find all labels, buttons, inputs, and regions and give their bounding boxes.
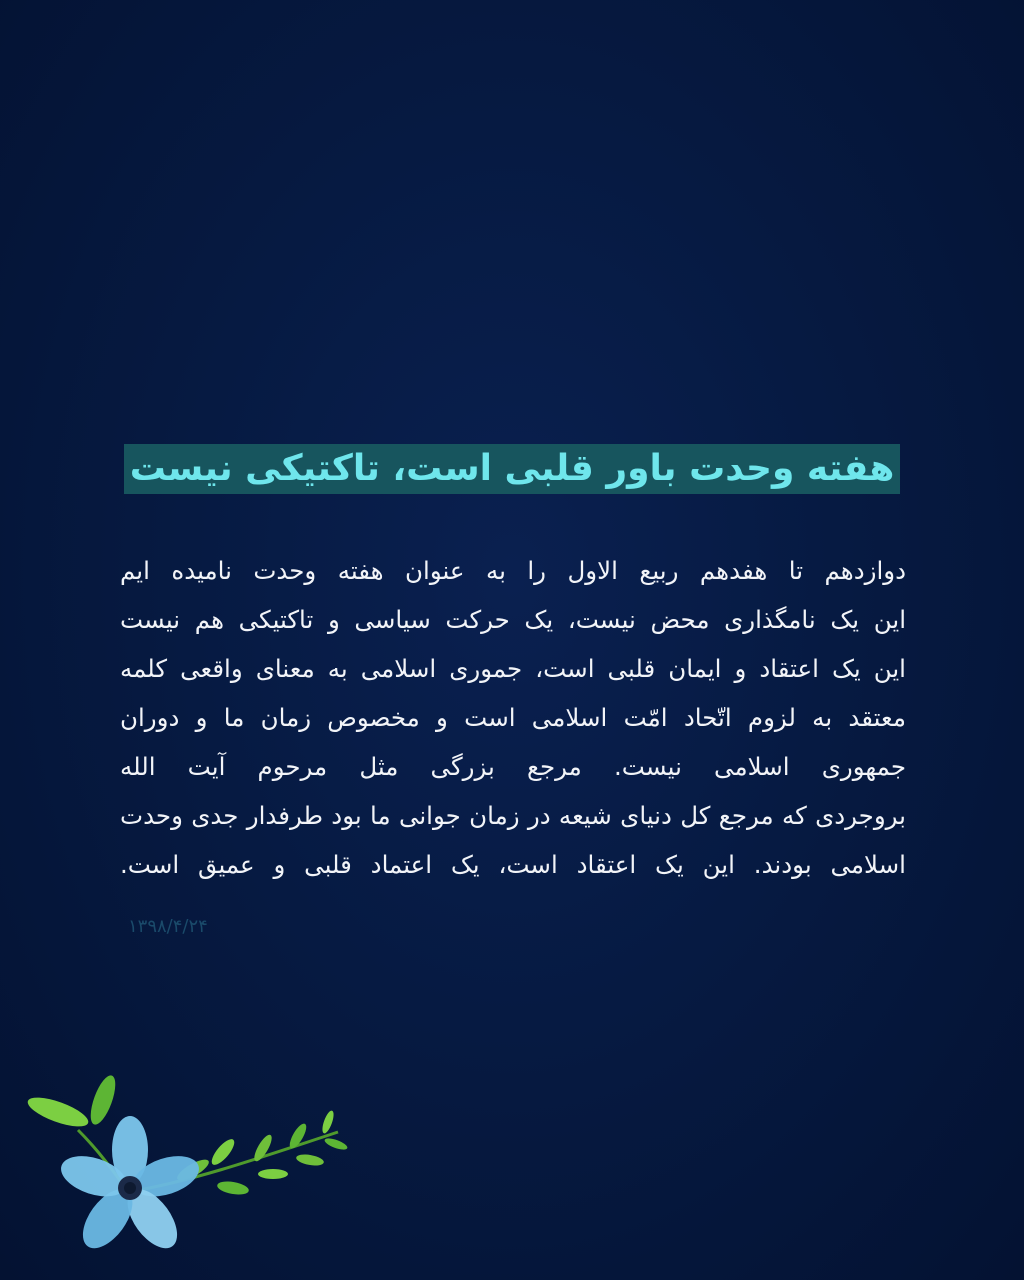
quote-body [120,546,906,889]
quote-line: این یک نامگذاری محض نیست، یک حرکت سیاسی و تاکتیکی هم نیست [120,605,906,634]
quote-line: جمهوری اسلامی نیست. مرجع بزرگی مثل مرحوم آیت الله [120,752,906,781]
quote-line: معتقد به لزوم اتّحاد امّت اسلامی است و مخصوص زمان ما و دوران [120,703,906,732]
quote-line: این یک اعتقاد و ایمان قلبی است، جموری اسلامی به معنای واقعی کلمه [120,654,906,683]
poster-title: هفته وحدت باور قلبی است، تاکتیکی نیست [129,448,895,489]
quote-line: دوازدهم تا هفدهم ربیع الاول را به عنوان هفته وحدت نامیده ایم [120,556,906,585]
title-band [124,444,900,494]
flower-icon [18,1070,358,1260]
quote-line: اسلامی بودند. این یک اعتقاد است، یک اعتماد قلبی و عمیق است. [120,850,906,879]
quote-line: بروجردی که مرجع کل دنیای شیعه در زمان جوانی ما بود طرفدار جدی وحدت [120,801,906,830]
quote-date: ۱۳۹۸/۴/۲۴ [128,916,208,937]
